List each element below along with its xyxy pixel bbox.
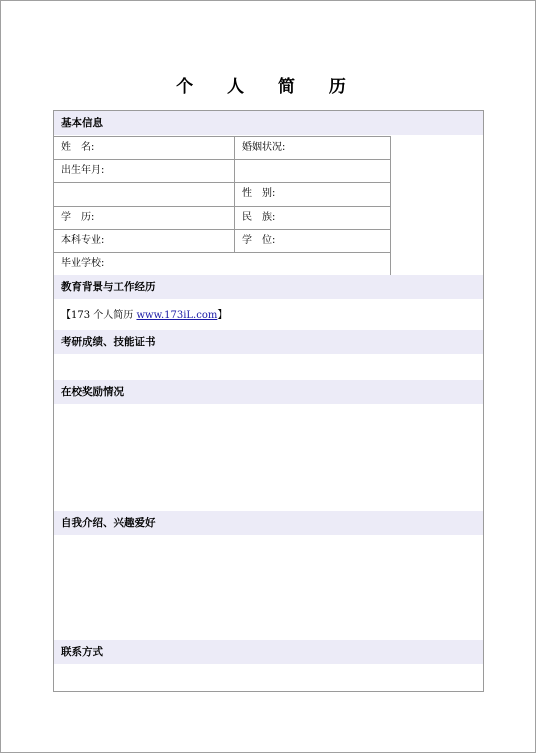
field-birth-label: 出生年月: xyxy=(61,165,105,176)
field-blank-cell xyxy=(53,182,235,207)
field-gender-label: 性 别: xyxy=(242,188,276,199)
page-title: 个 人 简 历 xyxy=(176,77,360,97)
bracket-open: 【 xyxy=(61,310,71,321)
section-basic-info: 基本信息 xyxy=(54,111,483,135)
field-education-level-label: 学 历: xyxy=(61,212,95,223)
field-major xyxy=(53,229,235,253)
field-name xyxy=(53,136,235,160)
field-marital xyxy=(234,136,391,160)
field-name-label: 姓 名: xyxy=(61,142,95,153)
education-number: 173 xyxy=(71,310,91,321)
photo-area xyxy=(391,136,483,275)
field-ethnicity xyxy=(234,206,391,230)
section-education: 教育背景与工作经历 xyxy=(54,275,483,299)
education-text: 个人简历 xyxy=(90,310,137,321)
field-degree xyxy=(234,229,391,253)
field-education-level xyxy=(53,206,235,230)
bracket-close: 】 xyxy=(217,310,228,321)
field-school xyxy=(53,252,391,276)
section-certificates: 考研成绩、技能证书 xyxy=(54,330,483,354)
section-contact: 联系方式 xyxy=(54,640,483,664)
field-major-label: 本科专业: xyxy=(61,235,105,246)
field-school-label: 毕业学校: xyxy=(61,258,105,269)
section-awards: 在校奖励情况 xyxy=(54,380,483,404)
field-ethnicity-label: 民 族: xyxy=(242,212,276,223)
field-gender xyxy=(234,182,391,207)
field-empty-cell xyxy=(234,159,391,183)
field-degree-label: 学 位: xyxy=(242,235,276,246)
field-marital-label: 婚姻状况: xyxy=(242,142,286,153)
section-self-intro: 自我介绍、兴趣爱好 xyxy=(54,511,483,535)
education-content xyxy=(61,306,227,321)
resume-table xyxy=(53,110,484,692)
website-link[interactable]: www.173iL.com xyxy=(136,310,218,321)
field-birth xyxy=(53,159,235,183)
